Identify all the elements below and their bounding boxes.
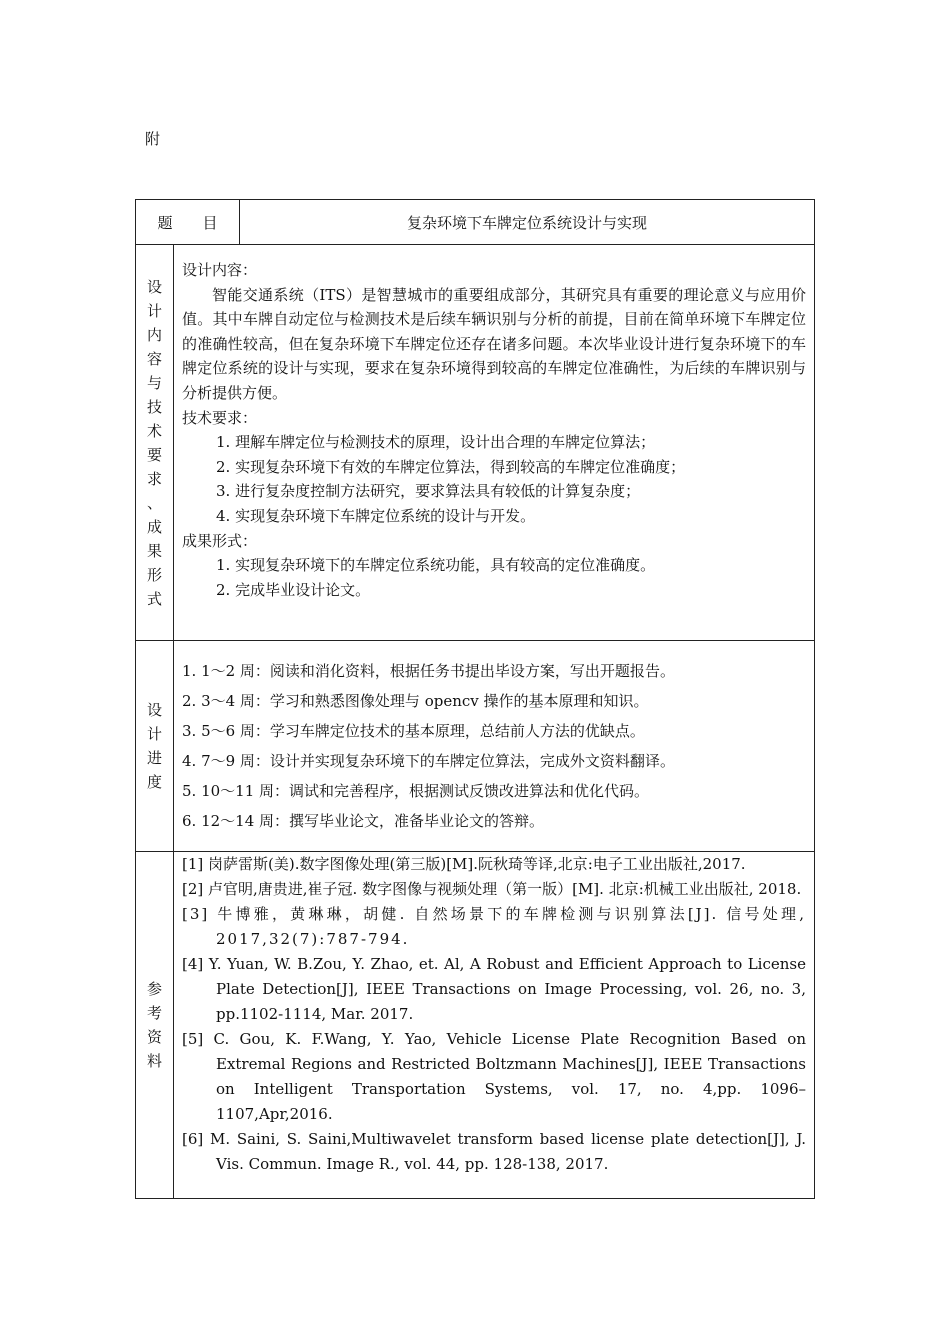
title-row: [136, 200, 814, 245]
reference-label: 参 考 资 料: [146, 980, 162, 1070]
result-heading: 成果形式：: [182, 531, 258, 550]
tech-item: 3. 进行复杂度控制方法研究，要求算法具有较低的计算复杂度；: [216, 482, 641, 501]
design-paragraph: 智能交通系统（ITS）是智慧城市的重要组成部分，其研究具有重要的理论意义与应用价值。其中车牌自动定位与检测技术是后续车辆识别与分析的前提，目前在简单环境下车牌定位的准确性较高，但在复杂环境下车牌定位还存在诸多问题。本次毕业设计进行复杂环境下的车牌定位系统的设计与实现，要求在复杂环境得到较高的车牌定位准确性，为后续的车牌识别与分析提供方便。: [182, 285, 806, 402]
title-value: 复杂环境下车牌定位系统设计与实现: [406, 213, 647, 232]
progress-item: 4. 7～9 周：设计并实现复杂环境下的车牌定位算法，完成外文资料翻译。: [182, 752, 675, 770]
content-body: [182, 245, 806, 640]
progress-item: 2. 3～4 周：学习和熟悉图像处理与 opencv 操作的基本原理和知识。: [182, 692, 649, 710]
reference-item: [4] Y. Yuan, W. B.Zou, Y. Zhao, et. Al, A Robust and Efficient Approach to License Plate Detection[J], IEEE Transactions on Image Processing, vol. 26, no. 3, pp.1102-1114, Mar. 2017.: [182, 955, 806, 1023]
reference-item: [3] 牛博雅，黄琳琳，胡健. 自然场景下的车牌检测与识别算法[J]. 信号处理, 2017,32(7):787-794.: [182, 905, 806, 948]
title-value-cell: [240, 200, 814, 244]
progress-row: [136, 641, 814, 852]
progress-item: 6. 12～14 周：撰写毕业论文，准备毕业论文的答辩。: [182, 812, 545, 830]
reference-item: [1] 岗萨雷斯(美).数字图像处理(第三版)[M].阮秋琦等译,北京:电子工业出版社,2017.: [182, 855, 746, 873]
task-table: [135, 199, 815, 1199]
tech-item: 2. 实现复杂环境下有效的车牌定位算法，得到较高的车牌定位准确度；: [216, 457, 686, 476]
content-label: 设 计 内 容 与 技 术 要 求 、 成 果 形 式: [146, 277, 162, 608]
page-marker: 附: [145, 130, 161, 148]
progress-item: 1. 1～2 周：阅读和消化资料，根据任务书提出毕设方案，写出开题报告。: [182, 662, 675, 680]
tech-item: 4. 实现复杂环境下车牌定位系统的设计与开发。: [216, 506, 536, 525]
title-label-cell: [136, 200, 239, 244]
result-item: 2. 完成毕业设计论文。: [216, 580, 371, 599]
tech-item: 1. 理解车牌定位与检测技术的原理，设计出合理的车牌定位算法；: [216, 433, 656, 452]
reference-item: [6] M. Saini, S. Saini,Multiwavelet transform based license plate detection[J], J. Vis. Commun. Image R., vol. 44, pp. 128-138, 2017.: [182, 1130, 806, 1173]
reference-item: [5] C. Gou, K. F.Wang, Y. Yao, Vehicle License Plate Recognition Based on Extremal Regions and Restricted Boltzmann Machines[J], IEEE Transactions on Intelligent Transportation Systems, vol. 17, no. 4,pp. 1096–1107,Apr,2016.: [182, 1030, 806, 1123]
reference-item: [2] 卢官明,唐贵进,崔子冠. 数字图像与视频处理（第一版）[M]. 北京:机械工业出版社, 2018.: [182, 880, 802, 898]
progress-body: [182, 641, 806, 851]
reference-body: [182, 852, 806, 1198]
progress-label: 设 计 进 度: [146, 701, 162, 791]
content-row: [136, 245, 814, 641]
progress-item: 5. 10～11 周：调试和完善程序，根据测试反馈改进算法和优化代码。: [182, 782, 650, 800]
progress-item: 3. 5～6 周：学习车牌定位技术的基本原理，总结前人方法的优缺点。: [182, 722, 645, 740]
design-heading: 设计内容：: [182, 261, 258, 279]
reference-row: [136, 852, 814, 1198]
title-label: 题 目: [157, 213, 218, 232]
tech-heading: 技术要求：: [182, 408, 258, 427]
result-item: 1. 实现复杂环境下的车牌定位系统功能，具有较高的定位准确度。: [216, 556, 656, 575]
